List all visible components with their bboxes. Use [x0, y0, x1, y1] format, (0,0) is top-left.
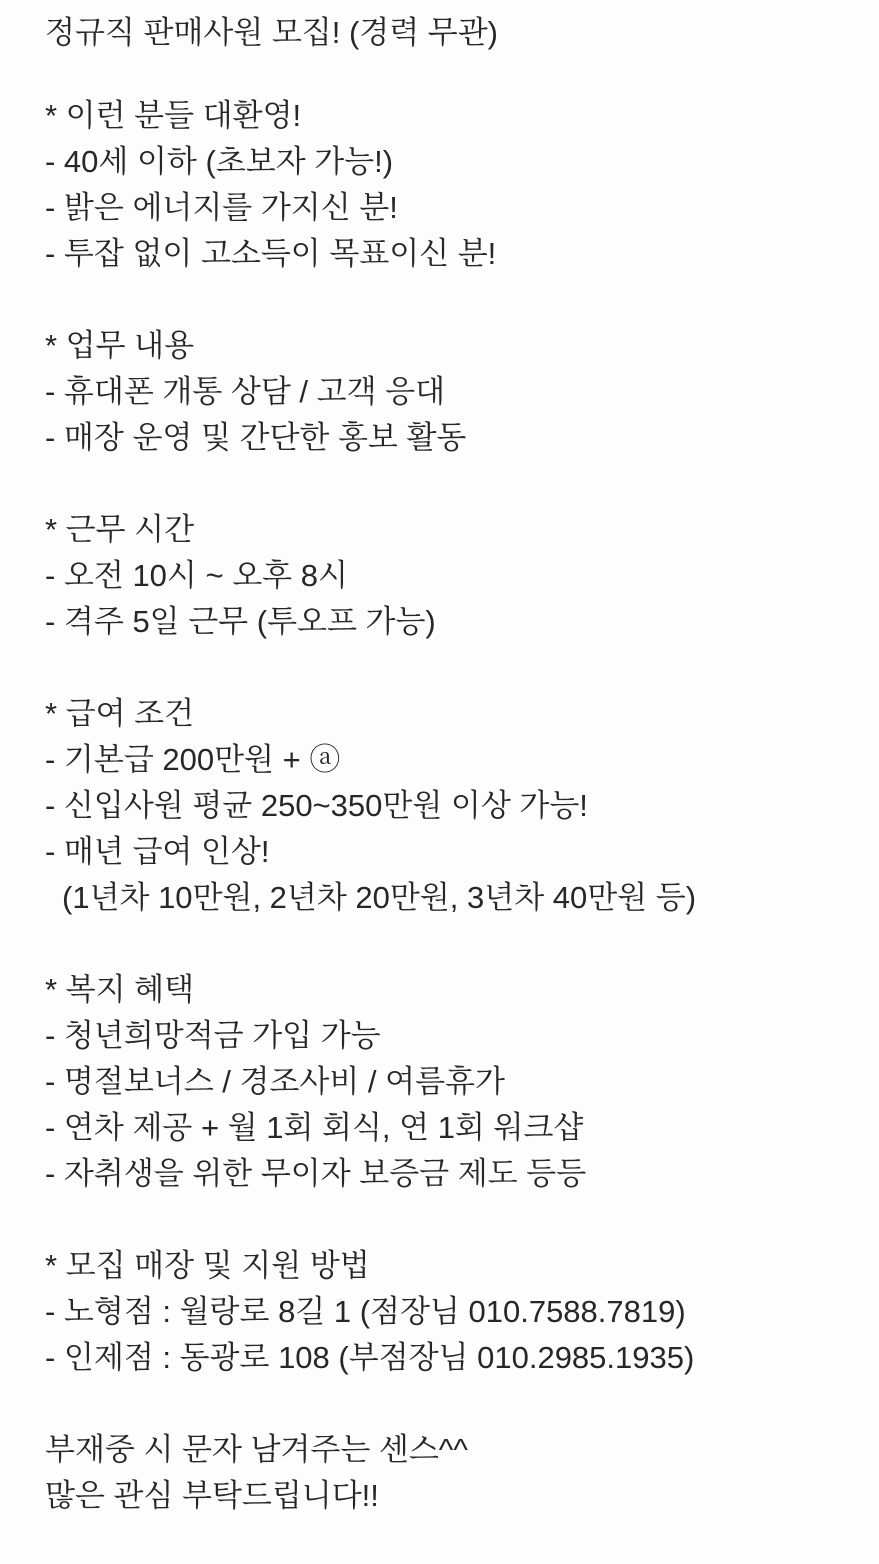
list-item: - 매장 운영 및 간단한 홍보 활동: [45, 420, 467, 455]
section-header: * 근무 시간: [45, 512, 195, 547]
section-benefits: [45, 967, 849, 1197]
section-locations-apply: [45, 1243, 849, 1381]
list-item: - 연차 제공 + 월 1회 회식, 연 1회 워크샵: [45, 1110, 584, 1145]
list-item: - 명절보너스 / 경조사비 / 여름휴가: [45, 1064, 505, 1099]
list-item: - 인제점 : 동광로 108 (부점장님 010.2985.1935): [45, 1340, 695, 1375]
footer-line: 많은 관심 부탁드립니다!!: [45, 1478, 379, 1513]
section-header: * 급여 조건: [45, 696, 195, 731]
section-salary: [45, 691, 849, 921]
footer-outro: [45, 1427, 849, 1519]
section-header: * 업무 내용: [45, 328, 195, 363]
list-item: - 40세 이하 (초보자 가능!): [45, 144, 394, 179]
section-header: * 모집 매장 및 지원 방법: [45, 1248, 370, 1283]
list-item: - 투잡 없이 고소득이 목표이신 분!: [45, 236, 497, 271]
list-item: - 기본급 200만원 + ⓐ: [45, 742, 341, 777]
list-item: - 오전 10시 ~ 오후 8시: [45, 558, 348, 593]
list-item: - 노형점 : 월랑로 8길 1 (점장님 010.7588.7819): [45, 1294, 686, 1329]
list-item: - 신입사원 평균 250~350만원 이상 가능!: [45, 788, 588, 823]
section-job-duties: [45, 323, 849, 461]
salary-raise-note: (1년차 10만원, 2년차 20만원, 3년차 40만원 등): [62, 880, 697, 915]
list-item: - 격주 5일 근무 (투오프 가능): [45, 604, 436, 639]
section-work-hours: [45, 507, 849, 645]
list-item: - 자취생을 위한 무이자 보증금 제도 등등: [45, 1156, 587, 1191]
list-item: - 청년희망적금 가입 가능: [45, 1018, 381, 1053]
section-header: * 이런 분들 대환영!: [45, 98, 302, 133]
section-welcome-targets: [45, 93, 849, 277]
list-item: - 휴대폰 개통 상담 / 고객 응대: [45, 374, 446, 409]
footer-line: 부재중 시 문자 남겨주는 센스^^: [45, 1432, 468, 1467]
list-item: - 밝은 에너지를 가지신 분!: [45, 190, 398, 225]
list-item: - 매년 급여 인상!: [45, 834, 270, 869]
doc-title: 정규직 판매사원 모집! (경력 무관): [45, 15, 499, 50]
section-header: * 복지 혜택: [45, 972, 195, 1007]
